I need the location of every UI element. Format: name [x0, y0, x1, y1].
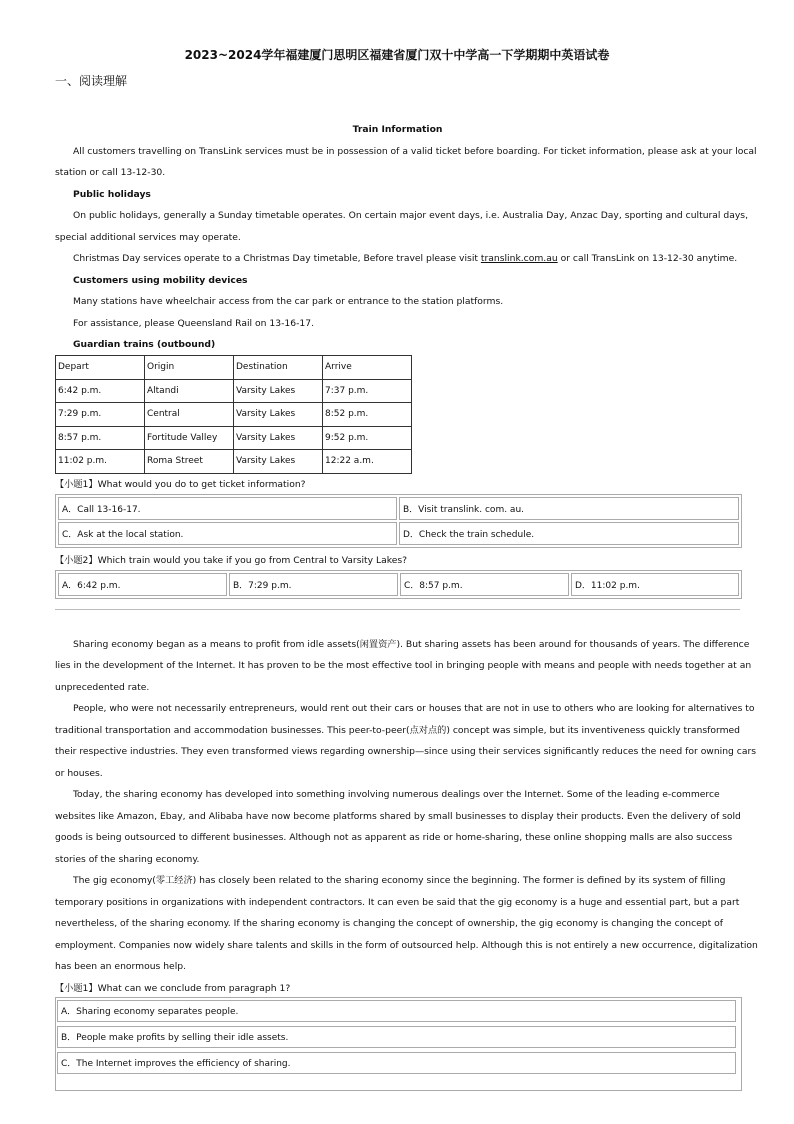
- passage1-question2: 【小题2】Which train would you take if you go from Central to Varsity Lakes?: [55, 555, 408, 566]
- table-row: [56, 450, 412, 474]
- option-b[interactable]: B．Visit translink. com. au.: [399, 497, 739, 520]
- table-header-cell: Depart: [56, 356, 145, 380]
- passage2-question1: 【小题1】What can we conclude from paragraph 1?: [55, 983, 291, 994]
- table-row: [56, 379, 412, 403]
- section-heading: 一、阅读理解: [55, 74, 128, 88]
- passage2-line: traditional transportation and accommodation businesses. This peer-to-peer(点对点的) concept was simple, but its inventiveness quickly transformed: [55, 725, 741, 736]
- table-cell: 12:22 a.m.: [323, 450, 412, 474]
- option-b[interactable]: B．People make profits by selling their idle assets.: [57, 1026, 736, 1048]
- option-c[interactable]: C．Ask at the local station.: [58, 522, 397, 545]
- translink-link[interactable]: translink.com.au: [480, 253, 558, 264]
- table-header-row: [56, 356, 412, 380]
- option-a[interactable]: A．Sharing economy separates people.: [57, 1000, 736, 1022]
- table-cell: 7:37 p.m.: [323, 379, 412, 403]
- passage1-title: Train Information: [352, 124, 443, 135]
- question2-options: [55, 570, 742, 599]
- passage2-line: stories of the sharing economy.: [55, 854, 200, 865]
- passage1-p2-line1: On public holidays, generally a Sunday timetable operates. On certain major event days, i.e. Australia Day, Anzac Day, sporting and cultural days,: [73, 210, 748, 221]
- passage2-line: has been an enormous help.: [55, 961, 187, 972]
- passage2-line: Today, the sharing economy has developed into something involving numerous dealings over the Internet. Some of the leading e-commerce: [73, 789, 720, 800]
- heading-mobility: Customers using mobility devices: [73, 275, 248, 286]
- option-c[interactable]: C．8:57 p.m.: [400, 573, 569, 596]
- table-row: [56, 403, 412, 427]
- table-cell: Central: [145, 403, 234, 427]
- option-a[interactable]: A．6:42 p.m.: [58, 573, 227, 596]
- table-cell: 8:52 p.m.: [323, 403, 412, 427]
- passage1-question1: 【小题1】What would you do to get ticket information?: [55, 479, 306, 490]
- p3-text-after: or call TransLink on 13-12-30 anytime.: [557, 253, 738, 264]
- passage2-line: unprecedented rate.: [55, 682, 150, 693]
- table-cell: Varsity Lakes: [234, 426, 323, 450]
- heading-guardian-trains: Guardian trains (outbound): [73, 339, 216, 350]
- passage2-line: or houses.: [55, 768, 103, 779]
- question1-options: [55, 494, 742, 548]
- heading-public-holidays: Public holidays: [73, 189, 151, 200]
- passage2-line: The gig economy(零工经济) has closely been related to the sharing economy since the beginning. The former is defined by its system of filling: [73, 875, 726, 886]
- table-cell: 9:52 p.m.: [323, 426, 412, 450]
- passage1-p1-line2: station or call 13-12-30.: [55, 167, 166, 178]
- table-header-cell: Origin: [145, 356, 234, 380]
- passage2-line: their respective industries. They even transformed views regarding ownership—since using their services significantly reduces the need for owning cars: [55, 746, 757, 757]
- passage2-line: temporary positions in organizations with independent contractors. It can even be said that the gig economy is a huge and essential part, but a part: [55, 897, 740, 908]
- table-cell: Roma Street: [145, 450, 234, 474]
- train-timetable: [55, 355, 412, 474]
- table-cell: 11:02 p.m.: [56, 450, 145, 474]
- option-c[interactable]: C．The Internet improves the efficiency of sharing.: [57, 1052, 736, 1074]
- table-cell: Varsity Lakes: [234, 450, 323, 474]
- passage2-line: employment. Companies now widely share talents and skills in the form of outsourced help. Although this is not entirely a new occurrence, digitalization: [55, 940, 758, 951]
- table-cell: Altandi: [145, 379, 234, 403]
- passage2-line: lies in the development of the Internet. It has proven to be the most effective tool in bringing people with means and people with needs together at an: [55, 660, 752, 671]
- passage2-line: websites like Amazon, Ebay, and Alibaba have now become platforms shared by small businesses to display their products. Even the delivery of sold: [55, 811, 741, 822]
- table-cell: Varsity Lakes: [234, 379, 323, 403]
- table-cell: Varsity Lakes: [234, 403, 323, 427]
- table-row: [56, 426, 412, 450]
- table-cell: 8:57 p.m.: [56, 426, 145, 450]
- option-d[interactable]: D．Check the train schedule.: [399, 522, 739, 545]
- table-cell: Fortitude Valley: [145, 426, 234, 450]
- option-a[interactable]: A．Call 13-16-17.: [58, 497, 397, 520]
- option-b[interactable]: B．7:29 p.m.: [229, 573, 398, 596]
- passage1-p2-line2: special additional services may operate.: [55, 232, 241, 243]
- passage-divider: [55, 609, 740, 610]
- passage1-p3: [73, 252, 758, 265]
- table-header-cell: Destination: [234, 356, 323, 380]
- p3-text-before: Christmas Day services operate to a Christmas Day timetable, Before travel please visit: [73, 253, 481, 264]
- passage1-p5: For assistance, please Queensland Rail on 13-16-17.: [73, 318, 314, 329]
- passage2-line: Sharing economy began as a means to profit from idle assets(闲置资产). But sharing assets has been around for thousands of years. The difference: [73, 639, 750, 650]
- table-header-cell: Arrive: [323, 356, 412, 380]
- table-cell: 6:42 p.m.: [56, 379, 145, 403]
- passage1-p1-line1: All customers travelling on TransLink services must be in possession of a valid ticket before boarding. For ticket information, please ask at your local: [73, 146, 757, 157]
- passage2-line: goods is being outsourced to different businesses. Although not as apparent as ride or home-sharing, these online shopping malls are also success: [55, 832, 733, 843]
- passage2-line: nevertheless, of the sharing economy. If the sharing economy is changing the concept of ownership, the gig economy is changing the concept of: [55, 918, 723, 929]
- option-d[interactable]: D．11:02 p.m.: [571, 573, 739, 596]
- table-cell: 7:29 p.m.: [56, 403, 145, 427]
- passage1-p4: Many stations have wheelchair access from the car park or entrance to the station platforms.: [73, 296, 504, 307]
- passage2-line: People, who were not necessarily entrepreneurs, would rent out their cars or houses that are not in use to others who are looking for alternatives to: [73, 703, 755, 714]
- exam-title: 2023~2024学年福建厦门思明区福建省厦门双十中学高一下学期期中英语试卷: [184, 48, 610, 62]
